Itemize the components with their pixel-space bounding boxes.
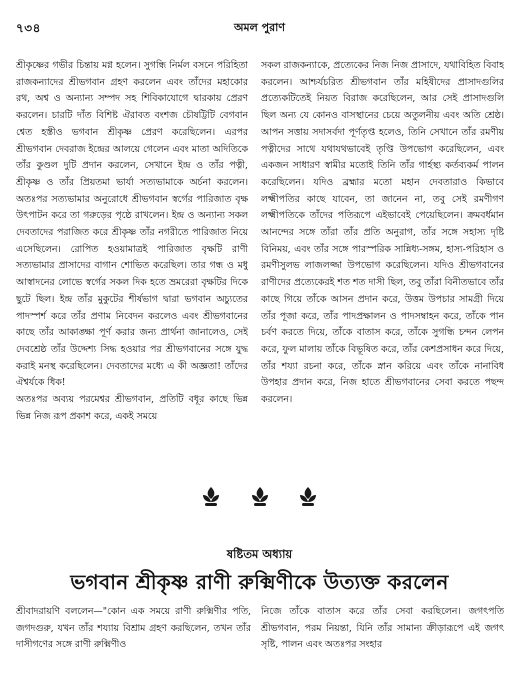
- paragraph: সকল রাজকন্যাকে, প্রত্যেকের নিজ নিজ প্রাসাদে, যথাবিহিত বিবাহ করলেন। আশ্চর্যচরিত শ্রীভগবান তাঁর মহিষীদের প্রাসাদগুলির প্রত্যেকটিতেই নিয়ত বিরাজ করেছিলেন, আর সেই প্রাসাদগুলি ছিল অন্য যে কোনও বাসস্থানের চেয়ে অতুলনীয় এবং অতি শ্রেষ্ঠ। আপন সত্তায় সদাসর্বদা পূর্ণতৃপ্ত হলেও, তিনি সেখানে তাঁর রমণীয় পত্নীদের সাথে যথাযথভাবেই তৃপ্তি উপভোগ করেছিলেন, এবং একজন সাধারণ স্বামীর মতোই তিনি তাঁর গার্হস্থ্য কর্তব্যকর্ম পালন করেছিলেন। যদিও ব্রহ্মার মতো মহান দেবতারাও কিভাবে লক্ষ্মীপতির কাছে যাবেন, তা জানেন না, তবু সেই রমণীগণ লক্ষ্মীপতিকে তাঁদের পতিরূপে এইভাবেই পেয়েছিলেন। ক্রমবর্ধমান আনন্দের সঙ্গে তাঁরা তাঁর প্রতি অনুরাগ, তাঁর সঙ্গে সহাস্য দৃষ্টি বিনিময়, এবং তাঁর সঙ্গে পারস্পরিক সান্নিধ্য-সঙ্গম, হাস্য-পরিহাস ও রমণীসুলভ লাজলজ্জা উপভোগ করেছিলেন। যদিও শ্রীভগবানের রাণীদের প্রত্যেকেরই শত শত দাসী ছিল, তবু তাঁরা বিনীতভাবে তাঁর কাছে গিয়ে তাঁকে আসন প্রদান করে, উত্তম উপচার সামগ্রী দিয়ে তাঁর পূজা করে, তাঁর পাদপ্রক্ষালন ও পাদসম্বাহন করে, তাঁকে পান চর্বণ করতে দিয়ে, তাঁকে বাতাস করে, তাঁকে সুগন্ধি চন্দন লেপন করে, ফুল মালায় তাঁকে বিভূষিত করে, তাঁর কেশপ্রসাধন করে দিয়ে, তাঁর শয্যা রচনা করে, তাঁকে স্নান করিয়ে এবং তাঁকে নানাবিধ উপহার প্রদান করে, নিজ হাতে শ্রীভগবানের সেবা করতে পছন্দ করলেন।: [261, 60, 504, 406]
- running-head: অমল পুরাণ: [233, 21, 286, 34]
- paragraph: অতঃপর অব্যয় পরমেশ্বর শ্রীভগবান, প্রতিটি বধূর কাছে ভিন্ন ভিন্ন নিজ রূপ প্রকাশ করে, একই সময়ে: [16, 394, 248, 422]
- left-bottom-text-column: [16, 604, 251, 684]
- right-bottom-text-column: [261, 604, 504, 684]
- lotus-ornament-icon: [249, 486, 271, 508]
- lotus-ornament-icon: [200, 486, 222, 508]
- paragraph: নিজে তাঁকে বাতাস করে তাঁর সেবা করছিলেন। জগৎপতি শ্রীভগবান, পরম নিয়ন্তা, যিনি তাঁর সামান্য ক্রীড়ারূপে এই জগৎ সৃষ্টি, পালন এবং অতঃপর সংহার: [261, 606, 504, 651]
- chapter-number: ষষ্টিতম অধ্যায়: [226, 547, 293, 561]
- lotus-ornament-icon: [297, 486, 319, 508]
- section-divider: [200, 486, 319, 508]
- left-text-column: [16, 58, 248, 478]
- paragraph: শ্রীকৃষ্ণের গভীর চিন্তায় মগ্ন হলেন। সুগন্ধি নির্মল বসনে পরিহিতা রাজকন্যাদের শ্রীভগবান গ্রহণ করলেন এবং তাঁদের মহাকোর রথ, অশ্ব ও অন্যান্য সম্পদ সহ শিবিকাযোগে দ্বারকায় প্রেরণ করলেন। চারটি দাঁত বিশিষ্ট ঐরাবত বংশজ চৌষট্টিটি বেগবান শ্বেত হস্তীও ভগবান শ্রীকৃষ্ণ প্রেরণ করেছিলেন। এরপর শ্রীভগবান দেবরাজ ইন্দ্রের আলয়ে গেলেন এবং মাতা অদিতিকে তাঁর কুণ্ডল দুটি প্রদান করলেন, সেখানে ইন্দ্র ও তাঁর পত্নী, শ্রীকৃষ্ণ ও তাঁর প্রিয়তমা ভার্যা সত্যভামাকে অর্চনা করলেন। অতঃপর সত্যভামার অনুরোধে শ্রীভগবান স্বর্গের পারিজাত বৃক্ষ উৎপাটন করে তা গরুড়ের পৃষ্ঠে রাখলেন। ইন্দ্র ও অন্যান্য সকল দেবতাদের পরাজিত করে শ্রীকৃষ্ণ তাঁর নগরীতে পারিজাত নিয়ে এসেছিলেন। রোপিত হওয়ামাত্রই পারিজাত বৃক্ষটি রাণী সত্যভামার প্রাসাদের বাগান শোভিত করেছিল। তার গন্ধ ও মধু আস্বাদনের লোভে স্বর্গের সকল দিক হতে ভ্রমরেরা বৃক্ষটির দিকে ছুটে ছিল। ইন্দ্র তাঁর মুকুটের শীর্ষভাগ দ্বারা ভগবান অচ্যুতের পাদস্পর্শ করে তাঁর প্রণাম নিবেদন করলেও এবং শ্রীভগবানের কাছে তাঁর আকাঙ্ক্ষা পূর্ণ করার জন্য প্রার্থনা জানালেও, সেই দেবশ্রেষ্ঠ তাঁর উদ্দেশ্য সিদ্ধ হওয়ার পর শ্রীভগবানের সঙ্গে যুদ্ধ করাই মনস্থ করেছিলেন। দেবতাদের মধ্যে এ কী অজ্ঞতা! তাঁদের ঐশ্বর্যকে ধিক!: [16, 60, 248, 389]
- page-number: ৭৩৪: [16, 21, 41, 35]
- right-text-column: [261, 58, 504, 478]
- paragraph: শ্রীবাদরায়ণি বললেন—"কোন এক সময়ে রাণী রুক্মিণীর পতি, জগদগুরু, যখন তাঁর শয্যায় বিশ্রাম গ্রহণ করছিলেন, তখন তাঁর দাসীগণের সঙ্গে রাণী রুক্মিণীও: [16, 606, 251, 651]
- chapter-title: ভগবান শ্রীকৃষ্ণ রাণী রুক্মিণীকে উত্যক্ত করলেন: [70, 570, 449, 594]
